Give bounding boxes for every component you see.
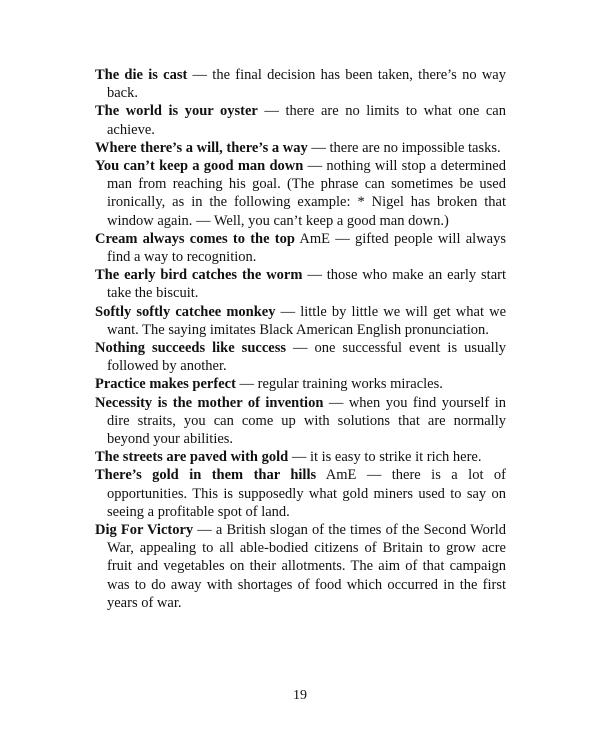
entry-practice-perfect [95,375,506,393]
entry-term: Dig For Victory [95,522,194,539]
entry-die-is-cast [95,66,506,102]
entry-definition: — there are no limits to what one can achieve. [107,103,506,138]
entry-definition: — when you find yourself in dire straits, you can come up with solutions that are normally beyond your abilities. [107,394,506,448]
entry-definition: — the final decision has been taken, there’s no way back. [107,67,506,102]
entry-good-man-down [95,157,506,230]
entry-term: Cream always comes to the top [95,230,295,247]
entry-definition: — nothing will stop a determined man from reaching his goal. (The phrase can sometimes be used ironically, as in the following example: * Nigel has broken that window again. — Well, you can’t keep a good man down.) [107,158,506,229]
entry-term: Nothing succeeds like success [95,340,286,357]
entry-streets-gold [95,448,506,466]
entry-definition: AmE — there is a lot of opportunities. This is supposedly what gold miners used to say on seeing a profitable spot of land. [107,467,506,520]
entry-definition: — little by little we will get what we want. The saying imitates Black American English pronunciation. [107,303,507,338]
entry-term: The die is cast [95,67,188,83]
entry-term: There’s gold in them thar hills [95,467,317,484]
entry-term: Softly softly catchee monkey [95,303,276,320]
entry-term: Where there’s a will, there’s a way [95,139,308,156]
entry-definition: — it is easy to strike it rich here. [288,449,482,466]
entry-definition: — there are no impossible tasks. [307,139,501,156]
entry-dig-for-victory [95,521,506,612]
entry-definition: — a British slogan of the times of the Second World War, appealing to all able-bodied citizens of Britain to grow acre fruit and vegetables on their allotments. The aim of that campaign was to do away with shortages of food which occurred in the first years of war. [107,522,507,611]
entry-term: The early bird catches the worm [95,267,303,284]
entry-world-oyster [95,102,506,138]
entry-term: You can’t keep a good man down [95,158,304,175]
entry-nothing-succeeds [95,339,506,375]
entry-cream-top [95,230,506,266]
page-number: 19 [293,688,307,703]
entry-definition: — those who make an early start take the biscuit. [107,267,506,302]
entry-early-bird [95,266,506,302]
entry-term: The streets are paved with gold [95,449,289,466]
entry-term: The world is your oyster [95,103,258,120]
entry-necessity-invention [95,394,506,449]
entry-definition: — one successful event is usually followed by another. [107,340,506,375]
entry-term: Necessity is the mother of invention [95,394,324,411]
entry-term: Practice makes perfect [95,376,236,393]
entry-definition: — regular training works miracles. [235,376,443,393]
entry-will-way [95,139,506,157]
entry-softly-softly [95,303,506,339]
entry-definition: AmE — gifted people will always find a way to recognition. [107,230,506,266]
page-body [95,66,506,612]
entry-gold-hills [95,466,506,521]
